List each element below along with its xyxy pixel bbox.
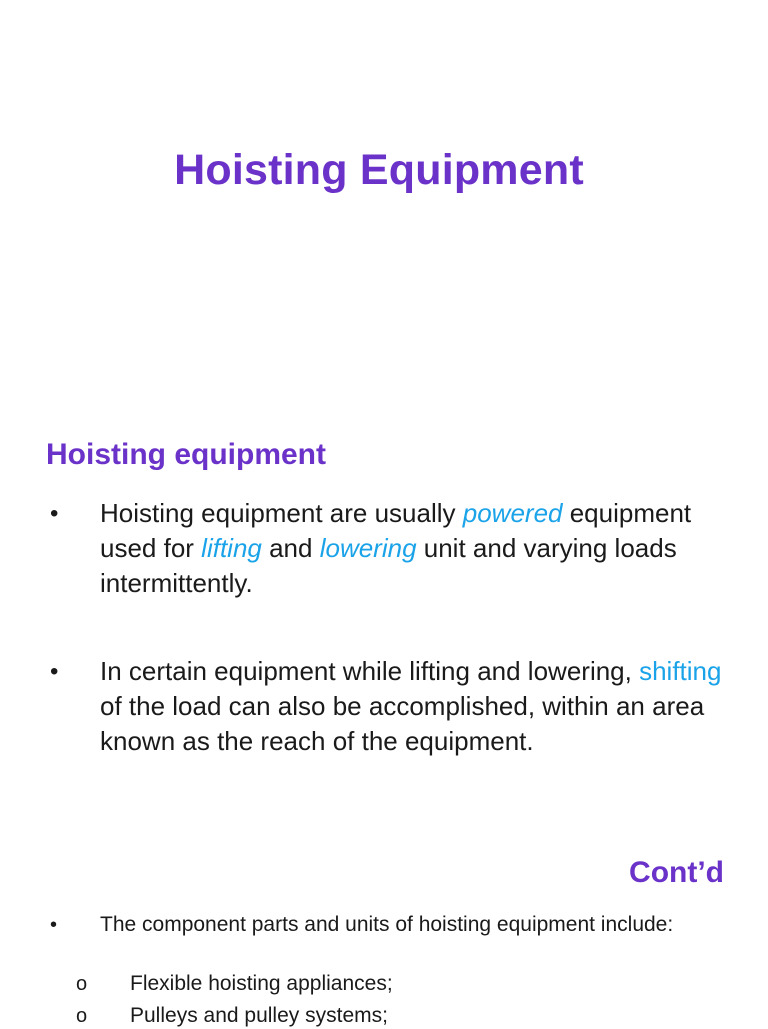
keyword-powered: powered bbox=[462, 498, 563, 528]
bullet-dot-icon: • bbox=[50, 658, 59, 685]
sub-bullet-icon: o bbox=[76, 1005, 88, 1027]
bullet-text-part: Hoisting equipment are usually bbox=[100, 498, 463, 528]
contd-slide bbox=[0, 810, 768, 1027]
section-title: Hoisting equipment bbox=[46, 438, 326, 471]
sub-item-text: Flexible hoisting appliances; bbox=[130, 972, 393, 995]
bullet-text-part: of the load can also be accomplished, within an area known as the reach of the equipment. bbox=[100, 691, 705, 756]
bullet-dot-icon: • bbox=[50, 914, 58, 936]
content-slide bbox=[0, 390, 768, 810]
bullet-text-part: and bbox=[261, 533, 320, 563]
bullet-text: The component parts and units of hoisting equipment include: bbox=[100, 913, 674, 936]
contd-title: Cont’d bbox=[629, 856, 724, 889]
keyword-shifting: shifting bbox=[639, 656, 722, 686]
title-slide bbox=[0, 0, 768, 390]
bullet-text-part: In certain equipment while lifting and lowering, bbox=[100, 656, 640, 686]
bullet-text bbox=[100, 654, 740, 759]
bullet-text-part: unit and varying loads intermittently. bbox=[100, 533, 677, 598]
bullet-text bbox=[100, 496, 740, 601]
sub-item-text: Pulleys and pulley systems; bbox=[130, 1004, 388, 1027]
keyword-lifting: lifting bbox=[201, 533, 262, 563]
bullet-text-part: equipment used for bbox=[100, 498, 692, 563]
main-title: Hoisting Equipment bbox=[174, 146, 584, 194]
keyword-lowering: lowering bbox=[319, 533, 417, 563]
bullet-dot-icon: • bbox=[50, 500, 59, 527]
sub-bullet-icon: o bbox=[76, 973, 88, 995]
